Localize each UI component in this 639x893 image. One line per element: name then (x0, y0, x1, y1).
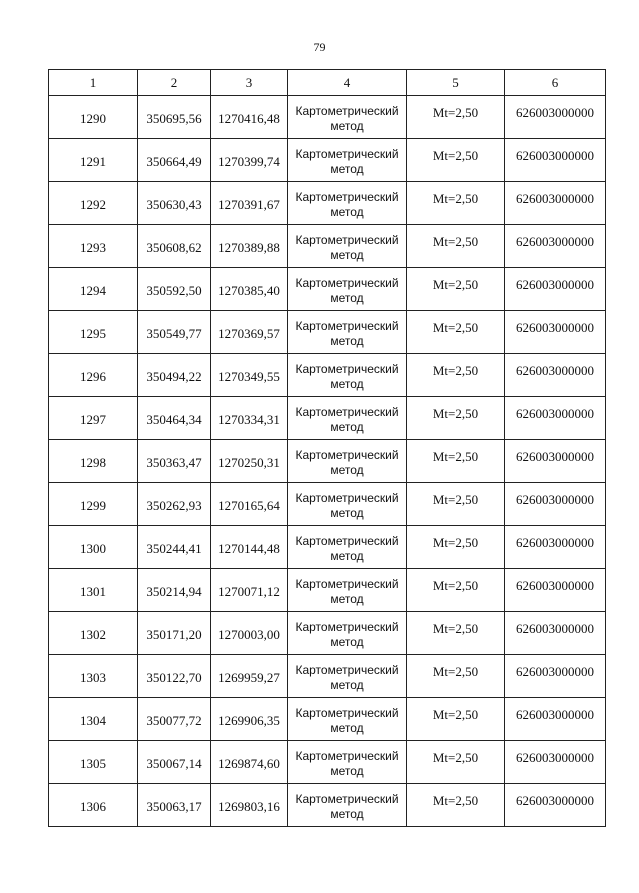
point-number-cell: 1299 (49, 483, 138, 526)
code-cell: 626003000000 (505, 311, 606, 354)
x-coordinate-cell: 350262,93 (138, 483, 211, 526)
precision-cell: Mt=2,50 (407, 784, 505, 827)
y-coordinate-cell: 1270071,12 (211, 569, 288, 612)
table-row (49, 612, 606, 655)
precision-cell: Mt=2,50 (407, 612, 505, 655)
code-cell: 626003000000 (505, 440, 606, 483)
x-coordinate-cell: 350494,22 (138, 354, 211, 397)
method-cell: Картометрический метод (288, 354, 407, 397)
header-col-4: 4 (288, 70, 407, 96)
table-row (49, 182, 606, 225)
x-coordinate-cell: 350063,17 (138, 784, 211, 827)
x-coordinate-cell: 350695,56 (138, 96, 211, 139)
x-coordinate-cell: 350171,20 (138, 612, 211, 655)
coordinates-table (48, 69, 606, 827)
method-cell: Картометрический метод (288, 311, 407, 354)
table-body (49, 96, 606, 827)
code-cell: 626003000000 (505, 526, 606, 569)
precision-cell: Mt=2,50 (407, 96, 505, 139)
method-cell: Картометрический метод (288, 139, 407, 182)
code-cell: 626003000000 (505, 569, 606, 612)
y-coordinate-cell: 1269959,27 (211, 655, 288, 698)
point-number-cell: 1294 (49, 268, 138, 311)
table-row (49, 655, 606, 698)
y-coordinate-cell: 1270349,55 (211, 354, 288, 397)
x-coordinate-cell: 350630,43 (138, 182, 211, 225)
point-number-cell: 1292 (49, 182, 138, 225)
point-number-cell: 1298 (49, 440, 138, 483)
method-cell: Картометрический метод (288, 612, 407, 655)
header-col-6: 6 (505, 70, 606, 96)
method-cell: Картометрический метод (288, 526, 407, 569)
point-number-cell: 1297 (49, 397, 138, 440)
method-cell: Картометрический метод (288, 268, 407, 311)
y-coordinate-cell: 1270399,74 (211, 139, 288, 182)
precision-cell: Mt=2,50 (407, 311, 505, 354)
code-cell: 626003000000 (505, 397, 606, 440)
table-row (49, 741, 606, 784)
y-coordinate-cell: 1270003,00 (211, 612, 288, 655)
y-coordinate-cell: 1269906,35 (211, 698, 288, 741)
y-coordinate-cell: 1269803,16 (211, 784, 288, 827)
code-cell: 626003000000 (505, 698, 606, 741)
code-cell: 626003000000 (505, 139, 606, 182)
table-header-row (49, 70, 606, 96)
method-cell: Картометрический метод (288, 741, 407, 784)
y-coordinate-cell: 1270385,40 (211, 268, 288, 311)
point-number-cell: 1291 (49, 139, 138, 182)
y-coordinate-cell: 1270369,57 (211, 311, 288, 354)
y-coordinate-cell: 1270144,48 (211, 526, 288, 569)
header-col-3: 3 (211, 70, 288, 96)
code-cell: 626003000000 (505, 354, 606, 397)
point-number-cell: 1302 (49, 612, 138, 655)
precision-cell: Mt=2,50 (407, 569, 505, 612)
method-cell: Картометрический метод (288, 96, 407, 139)
precision-cell: Mt=2,50 (407, 268, 505, 311)
method-cell: Картометрический метод (288, 698, 407, 741)
code-cell: 626003000000 (505, 655, 606, 698)
x-coordinate-cell: 350067,14 (138, 741, 211, 784)
header-col-1: 1 (49, 70, 138, 96)
method-cell: Картометрический метод (288, 182, 407, 225)
code-cell: 626003000000 (505, 483, 606, 526)
header-col-2: 2 (138, 70, 211, 96)
point-number-cell: 1296 (49, 354, 138, 397)
table-row (49, 440, 606, 483)
point-number-cell: 1293 (49, 225, 138, 268)
x-coordinate-cell: 350549,77 (138, 311, 211, 354)
method-cell: Картометрический метод (288, 397, 407, 440)
table-row (49, 569, 606, 612)
method-cell: Картометрический метод (288, 784, 407, 827)
point-number-cell: 1301 (49, 569, 138, 612)
x-coordinate-cell: 350464,34 (138, 397, 211, 440)
y-coordinate-cell: 1269874,60 (211, 741, 288, 784)
x-coordinate-cell: 350244,41 (138, 526, 211, 569)
y-coordinate-cell: 1270389,88 (211, 225, 288, 268)
table-row (49, 96, 606, 139)
table-row (49, 698, 606, 741)
point-number-cell: 1295 (49, 311, 138, 354)
x-coordinate-cell: 350664,49 (138, 139, 211, 182)
code-cell: 626003000000 (505, 225, 606, 268)
point-number-cell: 1290 (49, 96, 138, 139)
y-coordinate-cell: 1270165,64 (211, 483, 288, 526)
precision-cell: Mt=2,50 (407, 354, 505, 397)
code-cell: 626003000000 (505, 96, 606, 139)
precision-cell: Mt=2,50 (407, 483, 505, 526)
x-coordinate-cell: 350363,47 (138, 440, 211, 483)
table-row (49, 268, 606, 311)
precision-cell: Mt=2,50 (407, 741, 505, 784)
x-coordinate-cell: 350122,70 (138, 655, 211, 698)
method-cell: Картометрический метод (288, 569, 407, 612)
precision-cell: Mt=2,50 (407, 397, 505, 440)
method-cell: Картометрический метод (288, 655, 407, 698)
table-row (49, 784, 606, 827)
table-row (49, 483, 606, 526)
table-row (49, 354, 606, 397)
point-number-cell: 1304 (49, 698, 138, 741)
precision-cell: Mt=2,50 (407, 655, 505, 698)
table-row (49, 225, 606, 268)
y-coordinate-cell: 1270391,67 (211, 182, 288, 225)
method-cell: Картометрический метод (288, 440, 407, 483)
code-cell: 626003000000 (505, 741, 606, 784)
method-cell: Картометрический метод (288, 225, 407, 268)
x-coordinate-cell: 350592,50 (138, 268, 211, 311)
page-number: 79 (313, 40, 326, 54)
table-row (49, 311, 606, 354)
precision-cell: Mt=2,50 (407, 182, 505, 225)
method-cell: Картометрический метод (288, 483, 407, 526)
table-row (49, 526, 606, 569)
code-cell: 626003000000 (505, 612, 606, 655)
point-number-cell: 1303 (49, 655, 138, 698)
x-coordinate-cell: 350608,62 (138, 225, 211, 268)
table-row (49, 139, 606, 182)
code-cell: 626003000000 (505, 268, 606, 311)
point-number-cell: 1305 (49, 741, 138, 784)
point-number-cell: 1300 (49, 526, 138, 569)
precision-cell: Mt=2,50 (407, 225, 505, 268)
code-cell: 626003000000 (505, 182, 606, 225)
point-number-cell: 1306 (49, 784, 138, 827)
y-coordinate-cell: 1270250,31 (211, 440, 288, 483)
code-cell: 626003000000 (505, 784, 606, 827)
precision-cell: Mt=2,50 (407, 526, 505, 569)
x-coordinate-cell: 350077,72 (138, 698, 211, 741)
precision-cell: Mt=2,50 (407, 698, 505, 741)
y-coordinate-cell: 1270416,48 (211, 96, 288, 139)
precision-cell: Mt=2,50 (407, 139, 505, 182)
table-row (49, 397, 606, 440)
x-coordinate-cell: 350214,94 (138, 569, 211, 612)
y-coordinate-cell: 1270334,31 (211, 397, 288, 440)
precision-cell: Mt=2,50 (407, 440, 505, 483)
header-col-5: 5 (407, 70, 505, 96)
